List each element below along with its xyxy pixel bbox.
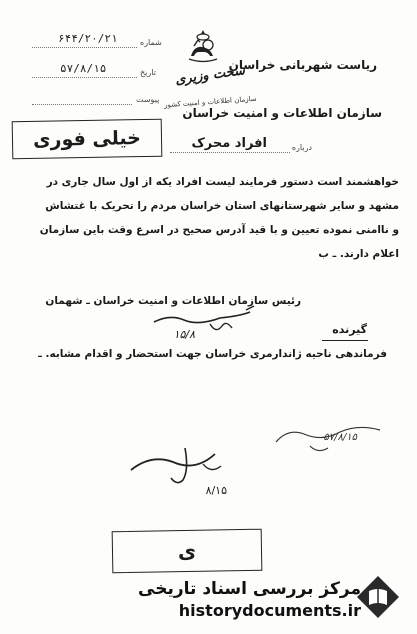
recipient-underline <box>322 340 368 341</box>
sign-date: ۱۵/۸ <box>173 328 195 341</box>
lion-and-sun-emblem-icon <box>186 28 220 64</box>
watermark-site: historydocuments.ir <box>178 601 361 620</box>
date-value: ۵۷/۸/۱۵ <box>60 62 107 75</box>
number-label: شماره <box>140 38 162 47</box>
subject-label: درباره <box>291 143 312 152</box>
watermark-title: مرکز بررسی اسناد تاریخی <box>138 579 361 599</box>
attachment-dots <box>32 104 132 105</box>
calligraphy-mark: سخت وزیری <box>174 63 246 88</box>
recipient-line: فرماندهی ناحیه ژاندارمری خراسان جهت استحضار و اقدام مشابه. ـ <box>38 348 387 360</box>
attachment-label: پیوست <box>136 95 160 104</box>
bottom-stamp: ی <box>112 529 263 574</box>
org-line-police: ریاست شهربانی خراسان <box>228 58 377 72</box>
body-line-1: خواهشمند است دستور فرمایند لیست افراد یکه از اول سال جاری در <box>46 176 399 188</box>
signature-1 <box>150 304 270 340</box>
signatory-title: رئیس سازمان اطلاعات و امنیت خراسان ـ شهمان <box>45 295 301 307</box>
number-dots <box>32 47 137 48</box>
book-logo-icon <box>355 574 401 620</box>
recipient-label: گیرنده <box>332 323 367 336</box>
date-dots <box>32 77 137 78</box>
number-value: ۶۴۴/۲۰/۲۱ <box>58 32 118 45</box>
subject-dots <box>170 152 290 153</box>
signature-3 <box>125 440 235 490</box>
body-line-4: اعلام دارند. ـ ب <box>318 248 399 260</box>
handwritten-date-3: ۸/۱۵ <box>205 484 227 497</box>
subject-value: افراد محرک <box>191 136 267 151</box>
body-line-2: مشهد و سایر شهرستانهای استان خراسان مردم را تحریک با غتشاش <box>45 200 399 212</box>
handwritten-date-2: ۵۷/۸/۱۵ <box>323 432 357 443</box>
date-label: تاریخ <box>140 68 156 77</box>
emblem-caption: سازمان اطلاعات و امنیت کشور <box>164 94 258 110</box>
body-line-3: و ناامنی نموده تعیین و با قید آدرس صحیح در اسرع وقت باین سازمان <box>39 224 399 236</box>
org-line-savak: سازمان اطلاعات و امنیت خراسان <box>182 106 382 120</box>
urgent-stamp: خیلی فوری <box>12 119 163 160</box>
